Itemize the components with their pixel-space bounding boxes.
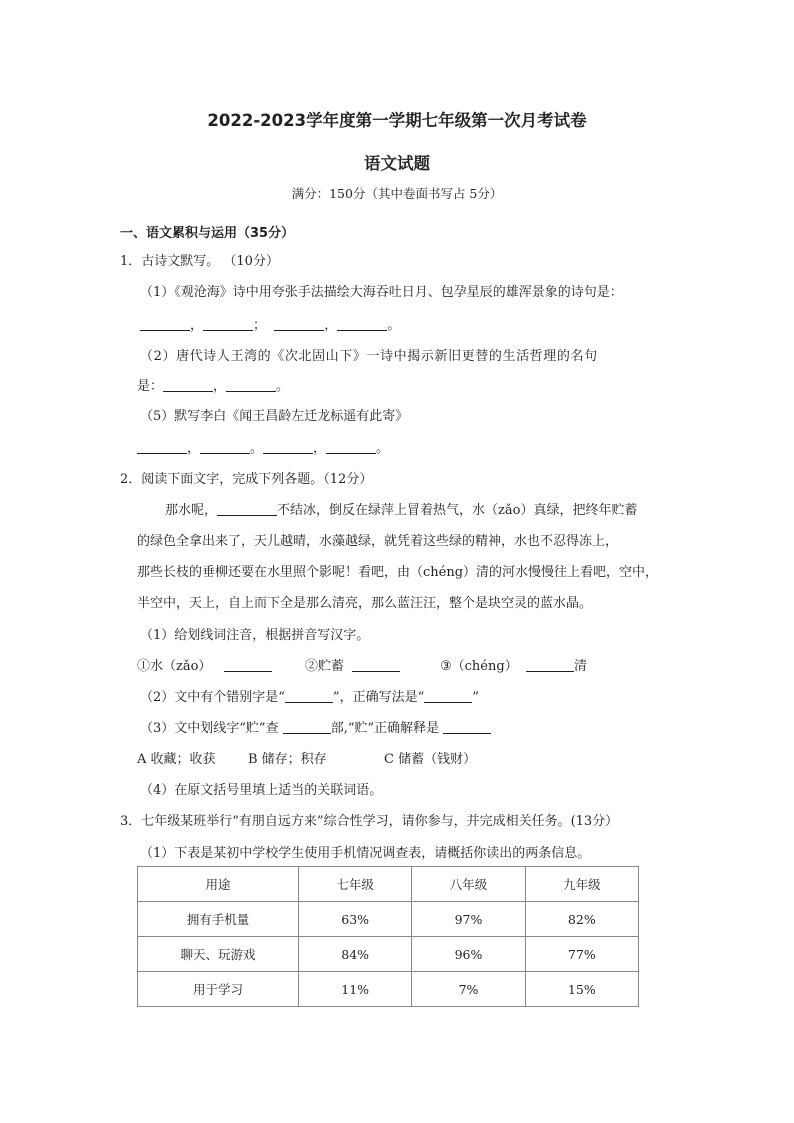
- answer-blank[interactable]: [163, 379, 213, 392]
- passage-line: 半空中，天上，自上而下全是那么清亮，那么蓝汪汪，整个是块空灵的蓝水晶。: [137, 596, 593, 611]
- option-a: A 收藏；收获: [137, 752, 216, 767]
- q2-sub1: （1）给划线词注音，根据拼音写汉字。: [140, 628, 370, 643]
- table-cell: 82%: [525, 902, 638, 937]
- passage-line: 那些长枝的垂柳还要在水里照个影呢！看吧，由（chéng）清的河水慢慢往上看吧，空中，: [137, 565, 659, 580]
- answer-blank[interactable]: [526, 659, 574, 672]
- answer-blank[interactable]: [203, 318, 253, 331]
- answer-blank[interactable]: [137, 441, 187, 454]
- section-heading: 一、语文累积与运用（35分）: [120, 226, 295, 241]
- table-row: [138, 972, 639, 1007]
- table-header-row: [138, 867, 639, 902]
- table-header-cell: 七年级: [299, 867, 412, 902]
- q1-stem: 1．古诗文默写。 （10分）: [120, 254, 279, 269]
- table-row: [138, 937, 639, 972]
- answer-blank[interactable]: [443, 721, 491, 734]
- q1-part2-blanks: 是： ， 。: [137, 379, 290, 394]
- answer-blank[interactable]: [424, 690, 472, 703]
- answer-blank[interactable]: [337, 318, 387, 331]
- q2-sub2: （2）文中有个错别字是“ ”，正确写法是“ ”: [140, 690, 479, 705]
- q1-part3-blanks: ， 。 ， 。: [137, 437, 389, 456]
- q2-stem: 2．阅读下面文字，完成下列各题。（12分）: [120, 472, 373, 487]
- table-row: [138, 902, 639, 937]
- answer-blank[interactable]: [200, 441, 250, 454]
- answer-blank[interactable]: [263, 441, 313, 454]
- table-cell: 7%: [412, 972, 525, 1007]
- phone-usage-table: [137, 866, 639, 1007]
- q2-sub4: （4）在原文括号里填上适当的关联词语。: [140, 783, 383, 798]
- score-note: 满分：150分（其中卷面书写占 5分）: [291, 186, 503, 201]
- q2-sub1-item1: ①水（zǎo）: [137, 655, 272, 674]
- table-cell: 11%: [299, 972, 412, 1007]
- q2-sub1-item3: ③（chéng） 清: [440, 659, 587, 674]
- q2-sub1-item2: ②贮蓄: [305, 655, 400, 674]
- answer-blank[interactable]: [140, 318, 190, 331]
- table-header-cell: 九年级: [525, 867, 638, 902]
- q1-part2: （2）唐代诗人王湾的《次北固山下》一诗中揭示新旧更替的生活哲理的名句: [140, 349, 598, 364]
- option-b: B 储存；积存: [248, 752, 327, 767]
- answer-blank[interactable]: [326, 441, 376, 454]
- q1-part1-blanks: ， ； ， 。: [140, 314, 400, 333]
- q3-sub1: （1）下表是某初中学校学生使用手机情况调查表，请概括你读出的两条信息。: [140, 846, 591, 861]
- table-cell: 聊天、玩游戏: [138, 937, 299, 972]
- table-cell: 15%: [525, 972, 638, 1007]
- q2-sub3: （3）文中划线字“贮”查 部,“贮”正确解释是: [140, 717, 491, 736]
- q1-part3: （5）默写李白《闻王昌龄左迁龙标遥有此寄》: [140, 409, 409, 424]
- answer-blank[interactable]: [352, 659, 400, 672]
- table-cell: 用于学习: [138, 972, 299, 1007]
- table-cell: 84%: [299, 937, 412, 972]
- answer-blank[interactable]: [274, 318, 324, 331]
- table-cell: 97%: [412, 902, 525, 937]
- table-cell: 96%: [412, 937, 525, 972]
- table-cell: 63%: [299, 902, 412, 937]
- table-cell: 77%: [525, 937, 638, 972]
- table-cell: 拥有手机量: [138, 902, 299, 937]
- table-header-cell: 用途: [138, 867, 299, 902]
- q3-stem: 3．七年级某班举行“有朋自远方来”综合性学习，请你参与，并完成相关任务。(13分）: [120, 814, 619, 829]
- table-header-cell: 八年级: [412, 867, 525, 902]
- exam-title: 2022-2023学年度第一学期七年级第一次月考试卷: [207, 111, 587, 130]
- passage-line: 的绿色全拿出来了，天儿越晴，水藻越绿，就凭着这些绿的精神，水也不忍得冻上，: [137, 534, 619, 549]
- answer-blank[interactable]: [283, 721, 331, 734]
- q1-part1: （1）《观沧海》诗中用夸张手法描绘大海吞吐日月、包孕星辰的雄浑景象的诗句是：: [140, 285, 623, 300]
- answer-blank[interactable]: [217, 503, 277, 516]
- subject-title: 语文试题: [364, 154, 430, 173]
- answer-blank[interactable]: [285, 690, 333, 703]
- passage-line: 那水呢， 不结冰，倒反在绿萍上冒着热气，水（zǎo）真绿，把终年贮蓄: [165, 503, 638, 518]
- answer-blank[interactable]: [224, 659, 272, 672]
- answer-blank[interactable]: [226, 379, 276, 392]
- option-c: C 储蓄（钱财）: [384, 752, 477, 767]
